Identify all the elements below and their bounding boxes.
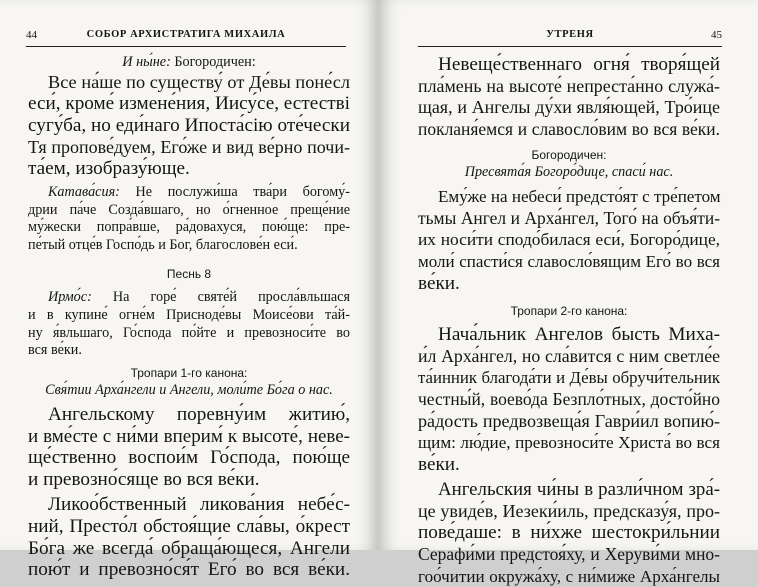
text-line: Ликоо́бственный ликова́ния небе́с- bbox=[48, 494, 350, 516]
text-line: щим: лю́дие, превозноси́те Христа́ во вся bbox=[418, 433, 720, 453]
right-page-header bbox=[418, 29, 722, 47]
tropar-3 bbox=[418, 324, 720, 475]
text-line: Тя пропове́дуем, Его́же и вид ве́рно почи- bbox=[28, 136, 350, 157]
text-line: пою́т и превозно́ся́т Его́ во вся ве́ки. bbox=[28, 559, 350, 581]
left-text-body bbox=[28, 54, 350, 581]
text-line: и́л Арха́нгел, но сла́вится с ним светле́е bbox=[418, 345, 720, 366]
left-header-rule bbox=[26, 46, 346, 47]
tropar-4 bbox=[418, 479, 720, 587]
text-line-split bbox=[28, 426, 350, 448]
text-line: гоо́читии окружа́ху, с ни́миже Арха́нгелы bbox=[418, 566, 720, 586]
text-line: еси́, кроме́ измене́ния, Иису́се, естестві bbox=[28, 93, 350, 115]
text-line: честны́й, воево́да Безпло́тных, досто́йно bbox=[418, 388, 720, 409]
text-line: пла́мень на высоте́ непреста́нно служа́- bbox=[418, 75, 720, 96]
right-running-title: УТРЕНЯ bbox=[546, 29, 594, 40]
text-line: та́ем, изобразу́юще. bbox=[28, 158, 190, 180]
text-line: ну я́вльшаго, Го́спода по́йте и превозноси́те во bbox=[28, 324, 350, 341]
right-header-rule bbox=[418, 46, 722, 47]
text-line: та́инник благода́ти и Де́вы обручи́тельник bbox=[418, 368, 720, 388]
katavasia-first-line bbox=[28, 184, 350, 202]
text-line: моли́ спасти́ся славосло́вящим Его́ во вся bbox=[418, 251, 720, 271]
text-span: Не послужи́ша тва́ри богому́- bbox=[119, 183, 350, 200]
text-line: пе́тый отце́в Госпо́дь и Бог, благослове́н еси́. bbox=[28, 237, 298, 254]
right-page bbox=[378, 0, 758, 586]
text-line: вся ве́ки. bbox=[28, 342, 82, 359]
refrain-archangels: Свя́тии Арха́нгели и Ангели, моли́те Бо́га о нас. bbox=[45, 382, 333, 399]
irmos bbox=[28, 289, 350, 360]
right-page-number: 45 bbox=[711, 29, 722, 41]
text-span: На горе́ святе́й просла́вльшася bbox=[91, 288, 350, 305]
text-line: тьмы Ангел и Арха́нгел, Того́ на объя́ти- bbox=[418, 207, 720, 228]
text-line: Невеще́ственнаго огня́ творя́щей bbox=[438, 54, 720, 75]
tropari-1-heading: Тропари 1-го канона: bbox=[130, 366, 248, 381]
continuation-text bbox=[418, 54, 720, 140]
text-line: Нача́льник Ангелов бысть Миха- bbox=[438, 324, 720, 346]
irmos-label: Ирмо́с: bbox=[48, 288, 92, 305]
tropari-2-heading: Тропари 2-го канона: bbox=[510, 304, 628, 319]
refrain-bogorodice: Пресвята́я Богоро́дице, спаси́ нас. bbox=[464, 164, 674, 181]
text-line: Все на́ше по существу́ от Де́вы поне́сл bbox=[48, 71, 350, 92]
left-page-number: 44 bbox=[26, 29, 37, 41]
text-line: му́жески попра́вше, ра́довахуся, пою́ще: пре- bbox=[28, 219, 350, 236]
text-line: ра́дость предвозвеща́я Гаври́ил вопию́- bbox=[418, 410, 720, 431]
text-line: Ангельския чи́ны в разли́чном зра́- bbox=[438, 479, 720, 501]
text-line: и в купине́ огне́м Присноде́вы Моисе́ови та́й- bbox=[28, 306, 350, 323]
text-line: щая, и Ангелы ду́хи явля́ющей, Тро́ице bbox=[418, 97, 720, 118]
text-line: и превозно́сяще во вся ве́ки. bbox=[28, 468, 260, 490]
text-line: ве́ки. bbox=[418, 272, 460, 294]
pesn-8-heading: Песнь 8 bbox=[166, 266, 212, 281]
right-text-body bbox=[418, 54, 720, 587]
text-line: ще́ственно воспои́м Го́спода, пою́ще bbox=[28, 447, 350, 469]
katavasia bbox=[28, 184, 350, 255]
text-line: це увиде́в, Иезеки́иль, предсказу́я, про- bbox=[418, 500, 720, 521]
i-nyne-suffix: Богородичен: bbox=[170, 54, 256, 70]
text-line: Ангельскому поревну́им житию́, bbox=[48, 403, 350, 425]
i-nyne-label: И ны́не: bbox=[122, 54, 171, 70]
text-line: ве́ки. bbox=[418, 453, 460, 475]
text-span: и вме́сте с ни́ми вперим́ к высоте́, bbox=[28, 425, 303, 447]
text-line: сугу́ба, но еди́наго Ипоста́сію оте́чески bbox=[28, 114, 350, 136]
text-line: Серафи́ми предстоя́ху, и Херуви́ми мно- bbox=[418, 544, 720, 565]
text-line: покланя́емся и славосло́вим во вся ве́ки. bbox=[418, 118, 720, 139]
irmos-first-line bbox=[28, 289, 350, 307]
left-running-title: СОБОР АРХИСТРАТИГА МИХАИЛА bbox=[86, 29, 286, 40]
i-nyne-heading bbox=[28, 54, 350, 72]
text-line: их носи́ти сподо́билася еси́, Богоро́дице, bbox=[418, 230, 720, 250]
tropar-1 bbox=[28, 404, 350, 490]
text-line: пове́даше: в ни́хже шестокри́льнии bbox=[418, 522, 720, 544]
katavasia-label: Катава́сия: bbox=[48, 183, 120, 200]
text-line: дрии па́че Созда́вшаго, но о́гненное преще́ние bbox=[28, 201, 350, 218]
text-span: неве- bbox=[307, 425, 350, 447]
bogorodichen-heading: Богородичен: bbox=[531, 148, 607, 163]
text-line: Бо́га же всегда́ обраща́ющеся, Ангели bbox=[28, 537, 350, 559]
left-page bbox=[0, 0, 378, 581]
text-line: ний, Престо́л обстоя́щие сла́вы, о́крест bbox=[28, 515, 350, 537]
text-line: Ему́же на небеси́ предсто́ят с тре́петом bbox=[438, 187, 721, 207]
left-page-header bbox=[26, 29, 346, 47]
tropar-2 bbox=[28, 494, 350, 580]
theotokion-1 bbox=[28, 72, 350, 180]
theotokion-2 bbox=[418, 186, 720, 294]
